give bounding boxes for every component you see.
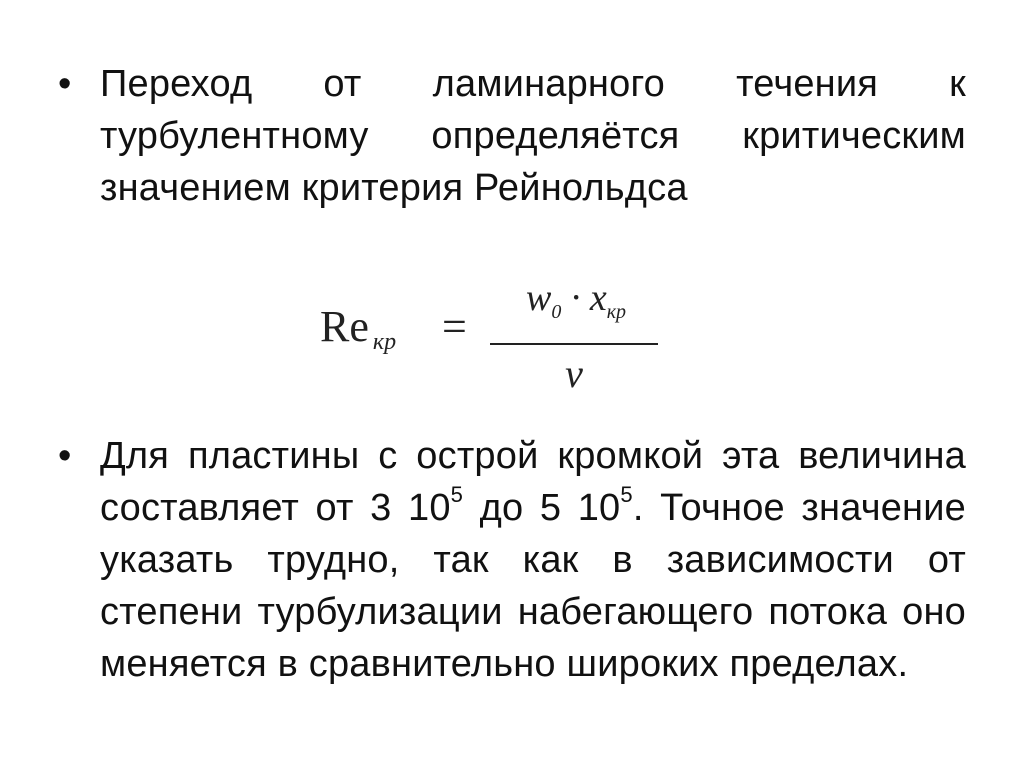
bullet-marker: • bbox=[58, 63, 72, 105]
fraction-bar bbox=[490, 343, 658, 345]
formula-equals: = bbox=[442, 302, 467, 351]
bullet-text bbox=[100, 430, 966, 690]
superscript-exponent-b: 5 bbox=[620, 482, 633, 508]
superscript-exponent-a: 5 bbox=[450, 482, 464, 508]
formula-lhs bbox=[320, 302, 396, 359]
bullet-text: Переход от ламинарного течения к турбулентному определяётся критическим значением критерия Рейнольдса bbox=[100, 63, 966, 209]
formula-denominator: ν bbox=[565, 351, 583, 396]
bullet-text-part-c: . Точное значение указать трудно, так как в зависимости от степени турбулизации набегающего потока оно меняется в сравнительно широких пределах. bbox=[100, 487, 966, 685]
bullet-text-part-b: до 5 10 bbox=[463, 487, 621, 529]
numerator-dot: · bbox=[561, 277, 590, 319]
formula-lhs-symbol: Re bbox=[320, 302, 369, 351]
bullet-marker: • bbox=[58, 435, 72, 477]
numerator-w-subscript: 0 bbox=[551, 301, 562, 323]
reynolds-critical-formula bbox=[300, 268, 700, 398]
numerator-x-subscript: кр bbox=[606, 301, 627, 323]
bullet-text-part-a: Для пластины с острой кромкой эта величина составляет от 3 10 bbox=[100, 435, 966, 529]
formula-numerator bbox=[496, 276, 656, 323]
numerator-x: x bbox=[589, 277, 607, 319]
numerator-w: w bbox=[525, 277, 552, 319]
bullet-item-transition bbox=[58, 58, 966, 214]
formula-lhs-subscript: кр bbox=[372, 329, 397, 355]
bullet-item-plate bbox=[58, 430, 966, 690]
